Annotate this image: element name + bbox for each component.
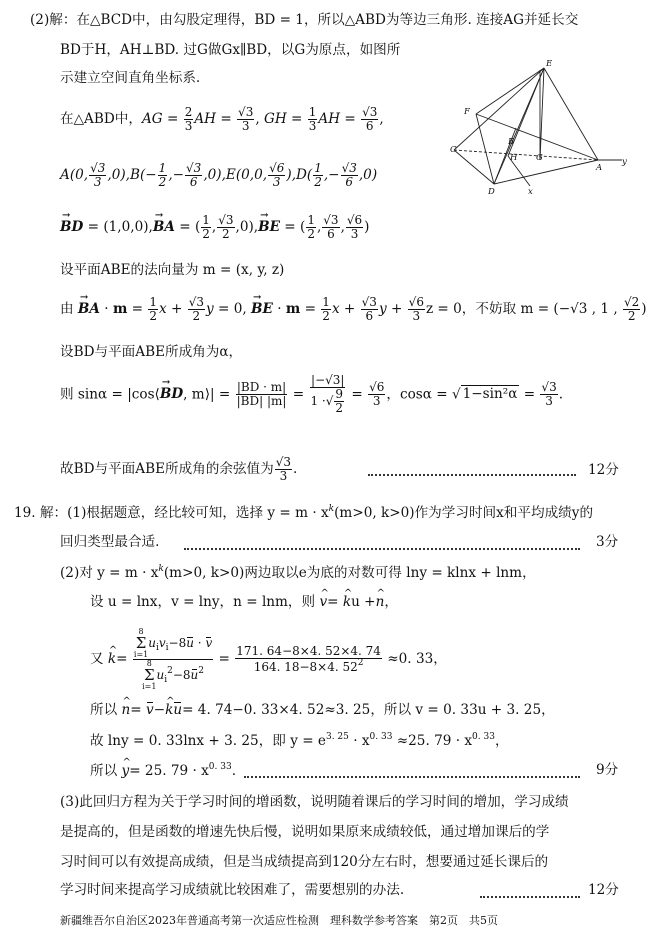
num: 1 [158, 161, 167, 175]
num: √6 [369, 380, 385, 395]
t: 则 sinα = |cos⟨ [60, 386, 160, 403]
num: 1 [202, 213, 210, 227]
vectors-line: → BD = (1,0,0),→ BA = ( $\frac{1}{2}$ , $\frac{√3}{2}$ ,0),→ BE = ( $\frac{1}{2}$ , $\frac{√3}{6}$ , $\frac{√6}{3}$ ) [60, 214, 369, 241]
text: 在△ABD中， [60, 111, 142, 128]
var: AG [141, 111, 163, 128]
q19-p3-line4: 学习时间来提高学习成绩就比较困难了，需要想别的办法. [60, 882, 405, 898]
score: 12分 [588, 462, 619, 478]
vec-be: → BE [251, 301, 273, 319]
num: √3 [275, 455, 292, 469]
vec-bd: → BD [160, 386, 183, 404]
label-a: A [596, 163, 603, 173]
frac [321, 296, 331, 323]
frac [217, 214, 234, 241]
t: 1 · [310, 394, 326, 409]
frac [133, 628, 213, 691]
frac [322, 214, 339, 241]
frac [275, 456, 292, 483]
frac [201, 214, 211, 241]
q19-p2-line2: 设 u = lnx，v = lny，n = lnm，则 ^ v= ^ ku +^ n， [90, 594, 398, 612]
b: ,B(− [125, 167, 157, 184]
label-f: F [464, 107, 470, 117]
final-line [60, 456, 297, 483]
den: 3 [350, 227, 359, 242]
num: 2 [184, 105, 193, 119]
num: √3 [90, 161, 106, 175]
den: 3 [272, 175, 281, 190]
t: · x [353, 733, 370, 749]
den: 3 [184, 119, 193, 134]
num: √2 [624, 295, 640, 309]
den: 3 [279, 469, 288, 484]
e: ,E(0,0, [221, 167, 268, 184]
t: z = 0，不妨取 m = (−√3 , 1 , [425, 301, 618, 318]
den: 2 [322, 309, 330, 324]
q19-line2: 回归类型最合适. [60, 534, 160, 550]
t: 164. 18−8×4. 52 [253, 660, 358, 674]
num: √3 [186, 161, 202, 175]
t: 所以 [90, 763, 118, 779]
t: , [253, 219, 259, 236]
frac [540, 381, 557, 408]
den: 3 [545, 394, 553, 409]
frac [623, 296, 640, 323]
frac [408, 296, 425, 323]
t: ,0) [358, 167, 378, 184]
label-g: G [536, 153, 543, 163]
den: 2 [149, 309, 158, 324]
num: √6 [408, 295, 424, 309]
t: , [148, 219, 153, 236]
frac [341, 162, 358, 189]
t: , m⟩| = [183, 386, 231, 403]
alpha-line: 设BD与平面ABE所成角为α， [60, 344, 243, 360]
q19-p3-line2: 是提高的，但是函数的增速先快后慢，说明如果原来成绩较低，通过增加课后的学 [60, 824, 550, 840]
num: 1 [307, 213, 315, 227]
den: 1 ·√ $\frac{9}{2}$ [310, 387, 344, 416]
num: √6 [269, 161, 285, 175]
frac [361, 296, 378, 323]
t: ≈25. 79 · x [396, 733, 473, 749]
d: ,D( [291, 167, 313, 184]
den: 6 [327, 227, 335, 242]
t: = [327, 594, 343, 610]
t: 由 [60, 301, 74, 318]
t: 故 lny = 0. 33lnx + 3. 25，即 y = e [90, 733, 326, 749]
num: |−√3| [311, 373, 345, 387]
num: √3 [541, 380, 557, 395]
t: 设 u = lnx，v = lny，n = lnm，则 [90, 594, 316, 610]
den: 2 [335, 401, 344, 416]
t: 又 [90, 651, 104, 667]
p2-line2: BD于H，AH⊥BD. 过G做Gx∥BD，以G为原点，如图所 [60, 42, 401, 58]
den: 8 Σ i=1 $u_i^2-8u^2$ [142, 659, 204, 691]
vec-be: → BE [258, 219, 280, 237]
t: u + [351, 594, 376, 610]
dot-leader [184, 548, 580, 550]
num: 1 [322, 295, 330, 309]
frac [89, 162, 106, 189]
frac [306, 214, 316, 241]
k-formula: 又 ^ k= 8 Σ i=1 $u_iv_i-8u \cdot v$ 8 Σ i=1 $u_i^2-8u^2$ = $\frac{171. 64-8\times 4. 52\times 4. 74}{164. 18-8\times 4. 52^2}$ ≈0. 33， [90, 628, 447, 691]
num: √3 [218, 213, 234, 227]
score: 9分 [596, 762, 619, 778]
vec-ba: → BA [78, 301, 100, 319]
frac [188, 296, 205, 323]
sin-line: 则 sinα = |cos⟨→ BD, m⟩| = $\frac{|BD \cdot m|}{|BD| |m|}$ = |−√3| 1 ·√ $\frac{9}{2}$ = $\frac{√6}{3}$ ，cosα = √ 1−sin²α = $\frac{√3}{3}$ . [60, 374, 563, 416]
t: = [116, 651, 128, 667]
num: 1 [308, 105, 317, 119]
num: 171. 64−8×4. 52×4. 74 [236, 643, 381, 658]
den: 6 [345, 175, 354, 190]
den: 2 [627, 309, 636, 324]
frac [158, 162, 168, 189]
frac [148, 296, 158, 323]
num: 1 [314, 161, 322, 175]
t: . [293, 461, 298, 478]
t: = ( [179, 219, 201, 236]
num: |BD · m| [236, 380, 287, 395]
frac [185, 162, 202, 189]
var: GH [263, 111, 287, 128]
t: = 4. 74−0. 33×4. 52≈3. 25，所以 v = 0. 33u + 3. 25， [182, 702, 555, 718]
t: 故BD与平面ABE所成角的余弦值为 [60, 461, 274, 478]
label-c: C [450, 145, 457, 155]
num: √3 [362, 105, 378, 119]
frac [313, 162, 323, 189]
frac [308, 106, 318, 133]
num: √3 [238, 105, 254, 119]
frac [184, 106, 194, 133]
den: 3 [93, 175, 102, 190]
label-e: E [546, 59, 553, 69]
page-footer: 新疆维吾尔自治区2023年普通高考第一次适应性检测 理科数学参考答案 第2页 共5页 [60, 914, 498, 927]
den: |BD| |m| [236, 394, 287, 409]
q19-line1: 19. 解：(1)根据题意，经比较可知，选择 $y = m \cdot x^k(m>0$, k>0)作为学习时间x和平均成绩y的 [14, 504, 594, 521]
den: 2 [314, 175, 322, 190]
num: 1 [149, 295, 158, 309]
q19-p3-line1: (3)此回归方程为关于学习时间的增函数，说明随着课后的学习时间的增加，学习成绩 [60, 794, 569, 810]
num: 9 [335, 387, 344, 402]
den: 6 [365, 119, 374, 134]
t: ,− [168, 167, 185, 184]
t: 19. 解：(1)根据题意，经比较可知，选择 y = m · x [14, 505, 329, 521]
den: 164. 18−8×4. $52^2$ [253, 658, 364, 674]
score: 3分 [596, 534, 619, 550]
ln-line: 故 lny = 0. 33lnx + 3. 25，即 $y = e^{3. 25} \cdot x^{0. 33} \approx 25$. $79 \cdot x^{0. 33}$， [90, 732, 509, 749]
den: 2 [192, 309, 201, 324]
t: ) [286, 167, 292, 184]
var: AH [318, 111, 341, 128]
label-x: x [528, 187, 533, 197]
label-b: B [508, 137, 515, 147]
dot-leader [244, 776, 580, 778]
edge [544, 68, 598, 160]
den: 2 [202, 227, 210, 242]
label-h: H [510, 153, 518, 163]
num: 8 Σ i=1 $u_iv_i-8u \cdot v$ [133, 627, 213, 659]
var: AH [194, 111, 216, 128]
den: 3 [372, 394, 381, 409]
vec-bd: → BD [60, 219, 83, 237]
sqrt: 1−sin²α [462, 386, 518, 403]
equation-line: 由 → BA · m = $\frac{1}{2}$ x + $\frac{√3}{2}$ y = 0, → BE · m = $\frac{1}{2}$ x + $\frac{√3}{6}$ y + $\frac{√6}{3}$ z = 0，不妨取 m = (−√3 , 1 , $\frac{√2}{2}$ ) [60, 296, 647, 323]
den: 2 [307, 227, 315, 242]
q19-p2-line1: (2)对 $y = m \cdot x^k(m>0$, k>0)两边取以e为底的对数可得 lny = klnx + lnm， [60, 564, 536, 581]
coords-line [60, 162, 377, 189]
frac [237, 106, 254, 133]
edge [494, 160, 598, 184]
n-line: 所以 ^ n= v−^ ku= 4. 74−0. 33×4. 52≈3. 25，所以 v = 0. 33u + 3. 25， [90, 702, 555, 720]
t: ,0) [107, 167, 126, 184]
num: √3 [361, 295, 377, 309]
num: √3 [341, 161, 357, 175]
t: = 25. 79 · x [129, 763, 209, 779]
num: √3 [323, 213, 339, 227]
den: 2 [158, 175, 167, 190]
p2-line3: 示建立空间直角坐标系. [60, 70, 201, 86]
normal-line: 设平面ABE的法向量为 m = (x, y, z) [60, 262, 285, 278]
frac [309, 374, 346, 416]
frac [334, 388, 344, 415]
dot-leader [480, 896, 580, 898]
den: 6 [189, 175, 198, 190]
t: ， [384, 594, 398, 610]
label-d: D [488, 187, 495, 197]
vec-ba: → BA [153, 219, 175, 237]
a: A(0, [60, 167, 89, 184]
frac [346, 214, 363, 241]
t: 所以 [90, 702, 118, 718]
ag-gh-line: 在△ABD中，AG = $\frac{2}{3}$ AH = $\frac{√3}{3}$ , GH = $\frac{1}{3}$ AH = $\frac{√3}{6}$ , [60, 105, 384, 134]
den: 2 [222, 227, 230, 242]
t: (2)对 y = m · x [60, 565, 159, 581]
frac [235, 645, 382, 674]
t: ,− [323, 167, 340, 184]
den: 3 [308, 119, 317, 134]
frac [236, 381, 288, 408]
edge [476, 114, 494, 184]
frac [361, 106, 378, 133]
num: √6 [346, 213, 363, 227]
t: ，cosα = [386, 386, 448, 403]
t: ,0) [203, 167, 222, 184]
t: = [130, 702, 146, 718]
p2-line1: (2)解：在△BCD中，由勾股定理得，BD = 1，所以△ABD为等边三角形. 连接AG并延长交 [30, 12, 579, 28]
score: 12分 [588, 882, 619, 898]
t: (m>0, k>0)两边取以e为底的对数可得 lny = klnx + lnm， [163, 565, 536, 581]
label-y: y [622, 157, 627, 167]
yhat-line: 所以 ^ y= 25. $79 \cdot x^{0. 33}$. [90, 762, 236, 781]
edge [540, 68, 544, 160]
t: = (1,0,0) [87, 219, 149, 236]
t: (m>0, k>0)作为学习时间x和平均成绩y的 [334, 505, 594, 521]
edge [454, 150, 494, 184]
dot-leader [368, 474, 576, 476]
num: √3 [188, 295, 205, 309]
den: 6 [365, 309, 374, 324]
den: 3 [412, 309, 421, 324]
den: 3 [241, 119, 250, 134]
frac [268, 162, 285, 189]
q19-p3-line3: 习时间可以有效提高成绩，但是当成绩提高到120分左右时，想要通过延长课后的 [60, 854, 549, 870]
frac [368, 381, 385, 408]
tetrahedron-figure [450, 56, 630, 196]
t: ≈0. 33， [387, 651, 447, 667]
